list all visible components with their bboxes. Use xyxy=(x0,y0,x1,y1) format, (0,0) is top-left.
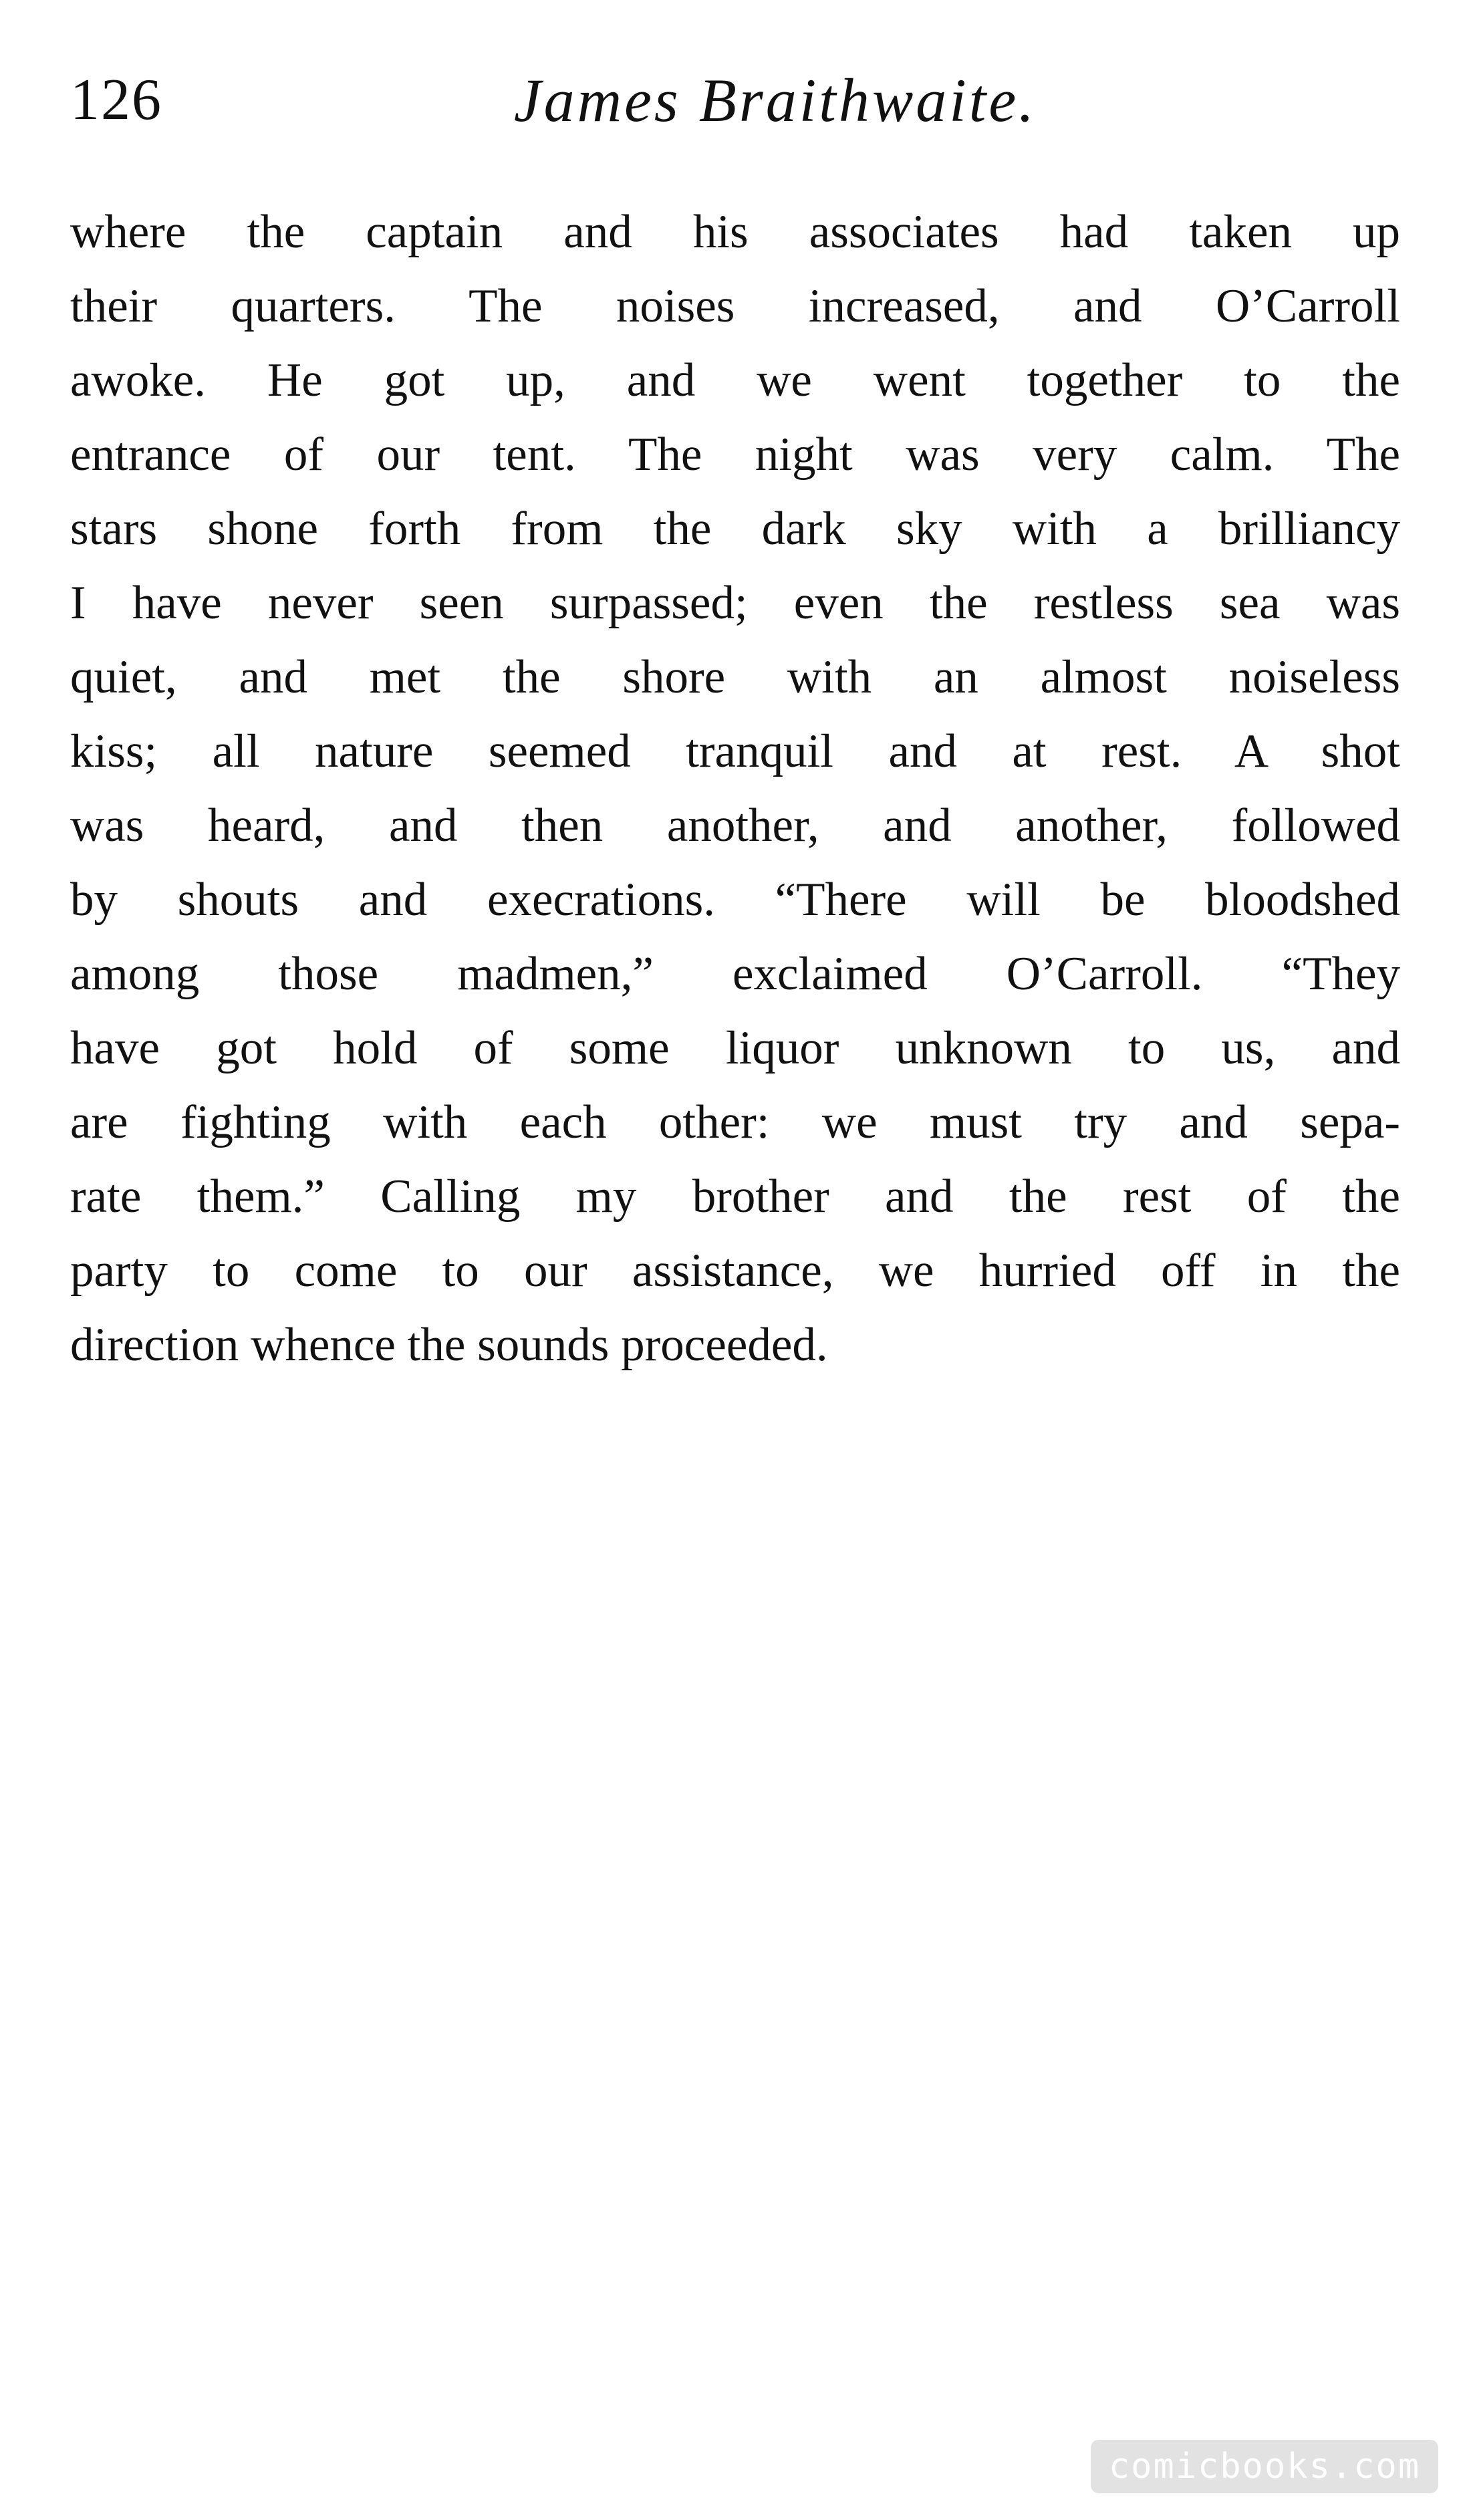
body-text xyxy=(70,195,1400,1382)
text-line: kiss; all nature seemed tranquil and at rest. A shot xyxy=(70,725,1400,777)
running-head xyxy=(70,64,1400,137)
watermark: comicbooks.com xyxy=(1091,2440,1438,2493)
text-line: I have never seen surpassed; even the restless sea was xyxy=(70,577,1400,629)
text-line: stars shone forth from the dark sky with a brilliancy xyxy=(70,503,1400,555)
text-line: rate them.” Calling my brother and the rest of the xyxy=(70,1170,1400,1223)
text-line: have got hold of some liquor unknown to us, and xyxy=(70,1022,1400,1074)
text-line: party to come to our assistance, we hurried off in the xyxy=(70,1245,1400,1297)
text-line: quiet, and met the shore with an almost noiseless xyxy=(70,651,1400,703)
text-line: by shouts and execrations. “There will be bloodshed xyxy=(70,874,1400,926)
text-line: their quarters. The noises increased, and O’Carroll xyxy=(70,280,1400,332)
page-number: 126 xyxy=(70,68,162,132)
text-line: awoke. He got up, and we went together to the xyxy=(70,354,1400,406)
text-line: direction whence the sounds proceeded. xyxy=(70,1319,828,1371)
text-line: was heard, and then another, and another, followed xyxy=(70,799,1400,852)
running-title: James Braithwaite. xyxy=(513,66,1037,134)
text-line: entrance of our tent. The night was very calm. The xyxy=(70,428,1400,481)
text-line: where the captain and his associates had taken up xyxy=(70,206,1400,258)
text-line: are fighting with each other: we must try and sepa- xyxy=(70,1096,1400,1148)
text-line: among those madmen,” exclaimed O’Carroll. “They xyxy=(70,948,1400,1000)
